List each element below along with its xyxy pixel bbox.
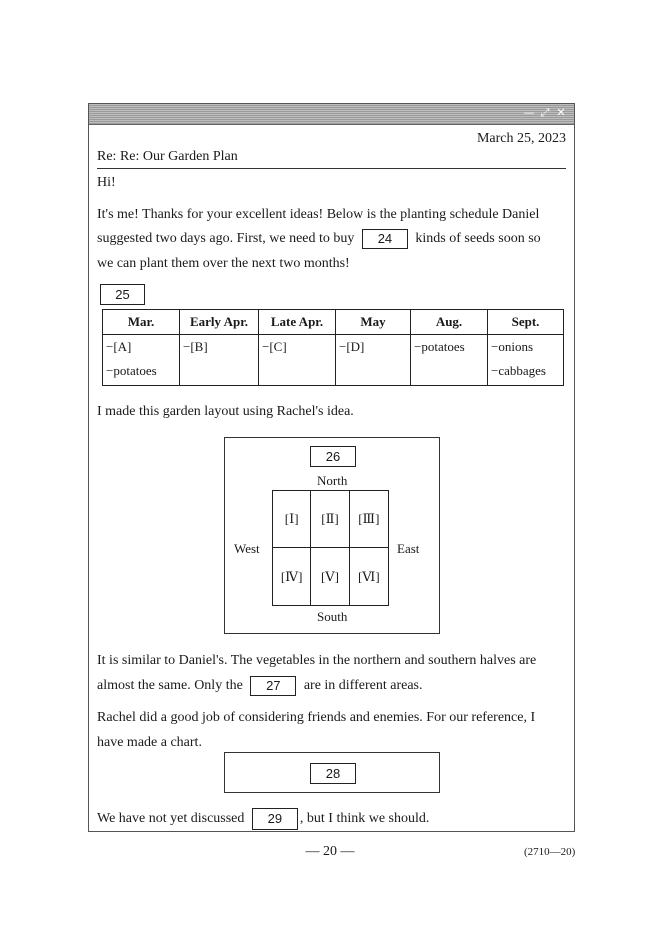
schedule-header-row: [103, 310, 564, 335]
greeting: Hi!: [97, 175, 116, 190]
restore-icon[interactable]: ⤢: [540, 106, 550, 119]
schedule-header: Aug.: [411, 310, 488, 335]
schedule-header: Late Apr.: [259, 310, 336, 335]
blank-28: 28: [310, 763, 356, 784]
para3-line1: Rachel did a good job of considering friends and enemies. For our reference, I: [97, 710, 536, 725]
para1-line3: we can plant them over the next two months!: [97, 256, 350, 271]
para4-line1-b: , but I think we should.: [299, 811, 430, 827]
north-label: North: [317, 473, 348, 488]
cell-line: −[A]: [106, 339, 132, 354]
cell-line: −[C]: [262, 339, 287, 354]
cell-line: −[B]: [183, 339, 208, 354]
plot-cell: [Ⅰ]: [273, 491, 311, 548]
schedule-header: May: [336, 310, 411, 335]
cell-line: −potatoes: [414, 339, 465, 354]
south-label: South: [317, 609, 348, 624]
window-titlebar: [89, 104, 574, 125]
para3-line2: have made a chart.: [97, 735, 202, 750]
east-label: East: [397, 541, 420, 556]
garden-plot-grid: [272, 490, 389, 606]
schedule-header: Mar.: [103, 310, 180, 335]
schedule-row: [103, 335, 564, 386]
schedule-cell: [259, 335, 336, 386]
west-label: West: [234, 541, 260, 556]
garden-layout: [224, 437, 440, 634]
blank-24: 24: [362, 229, 408, 249]
schedule-cell: [103, 335, 180, 386]
page-code: (2710—20): [524, 846, 576, 858]
blank-27: 27: [250, 676, 296, 696]
minimize-icon[interactable]: —: [523, 106, 535, 119]
para2-line2-a: almost the same. Only the: [97, 678, 243, 694]
blank-29: 29: [252, 808, 298, 830]
email-subject: Re: Re: Our Garden Plan: [97, 149, 238, 164]
para2-line1: It is similar to Daniel's. The vegetables in the northern and southern halves are: [97, 653, 537, 668]
schedule-header: Early Apr.: [180, 310, 259, 335]
schedule-cell: [411, 335, 488, 386]
email-window: [88, 103, 575, 832]
para1-line2: [97, 229, 541, 249]
para1-line1: It's me! Thanks for your excellent ideas! Below is the planting schedule Daniel: [97, 207, 540, 222]
schedule-cell: [336, 335, 411, 386]
chart-placeholder: [224, 752, 440, 793]
para1-line2-a: suggested two days ago. First, we need to buy: [97, 231, 355, 247]
plot-cell: [Ⅵ]: [357, 568, 380, 584]
para4-line1: [97, 808, 429, 830]
layout-intro: I made this garden layout using Rachel's idea.: [97, 404, 354, 419]
cell-line: −onions: [491, 339, 534, 354]
cell-line: −cabbages: [491, 363, 546, 378]
email-date: March 25, 2023: [476, 131, 566, 146]
schedule-cell: [180, 335, 259, 386]
para2-line2: [97, 676, 422, 696]
para2-line2-b: are in different areas.: [303, 678, 423, 694]
cell-line: −potatoes: [106, 363, 157, 378]
plot-cell: [Ⅱ]: [311, 491, 349, 548]
para1-line2-b: kinds of seeds soon so: [415, 231, 541, 247]
blank-25-wrap: [100, 284, 145, 305]
schedule-cell: [488, 335, 564, 386]
plot-cell: [Ⅴ]: [311, 548, 349, 605]
cell-line: −[D]: [339, 339, 365, 354]
header-divider: [97, 168, 566, 169]
close-icon[interactable]: ✕: [556, 106, 566, 119]
blank-26: 26: [310, 446, 356, 467]
schedule-header: Sept.: [488, 310, 564, 335]
plot-cell: [Ⅲ]: [350, 491, 388, 548]
planting-schedule-table: [102, 309, 564, 386]
page-number: — 20 —: [305, 844, 355, 859]
para4-line1-a: We have not yet discussed: [97, 811, 245, 827]
plot-cell: [Ⅳ]: [273, 548, 311, 605]
blank-25: 25: [100, 284, 145, 305]
